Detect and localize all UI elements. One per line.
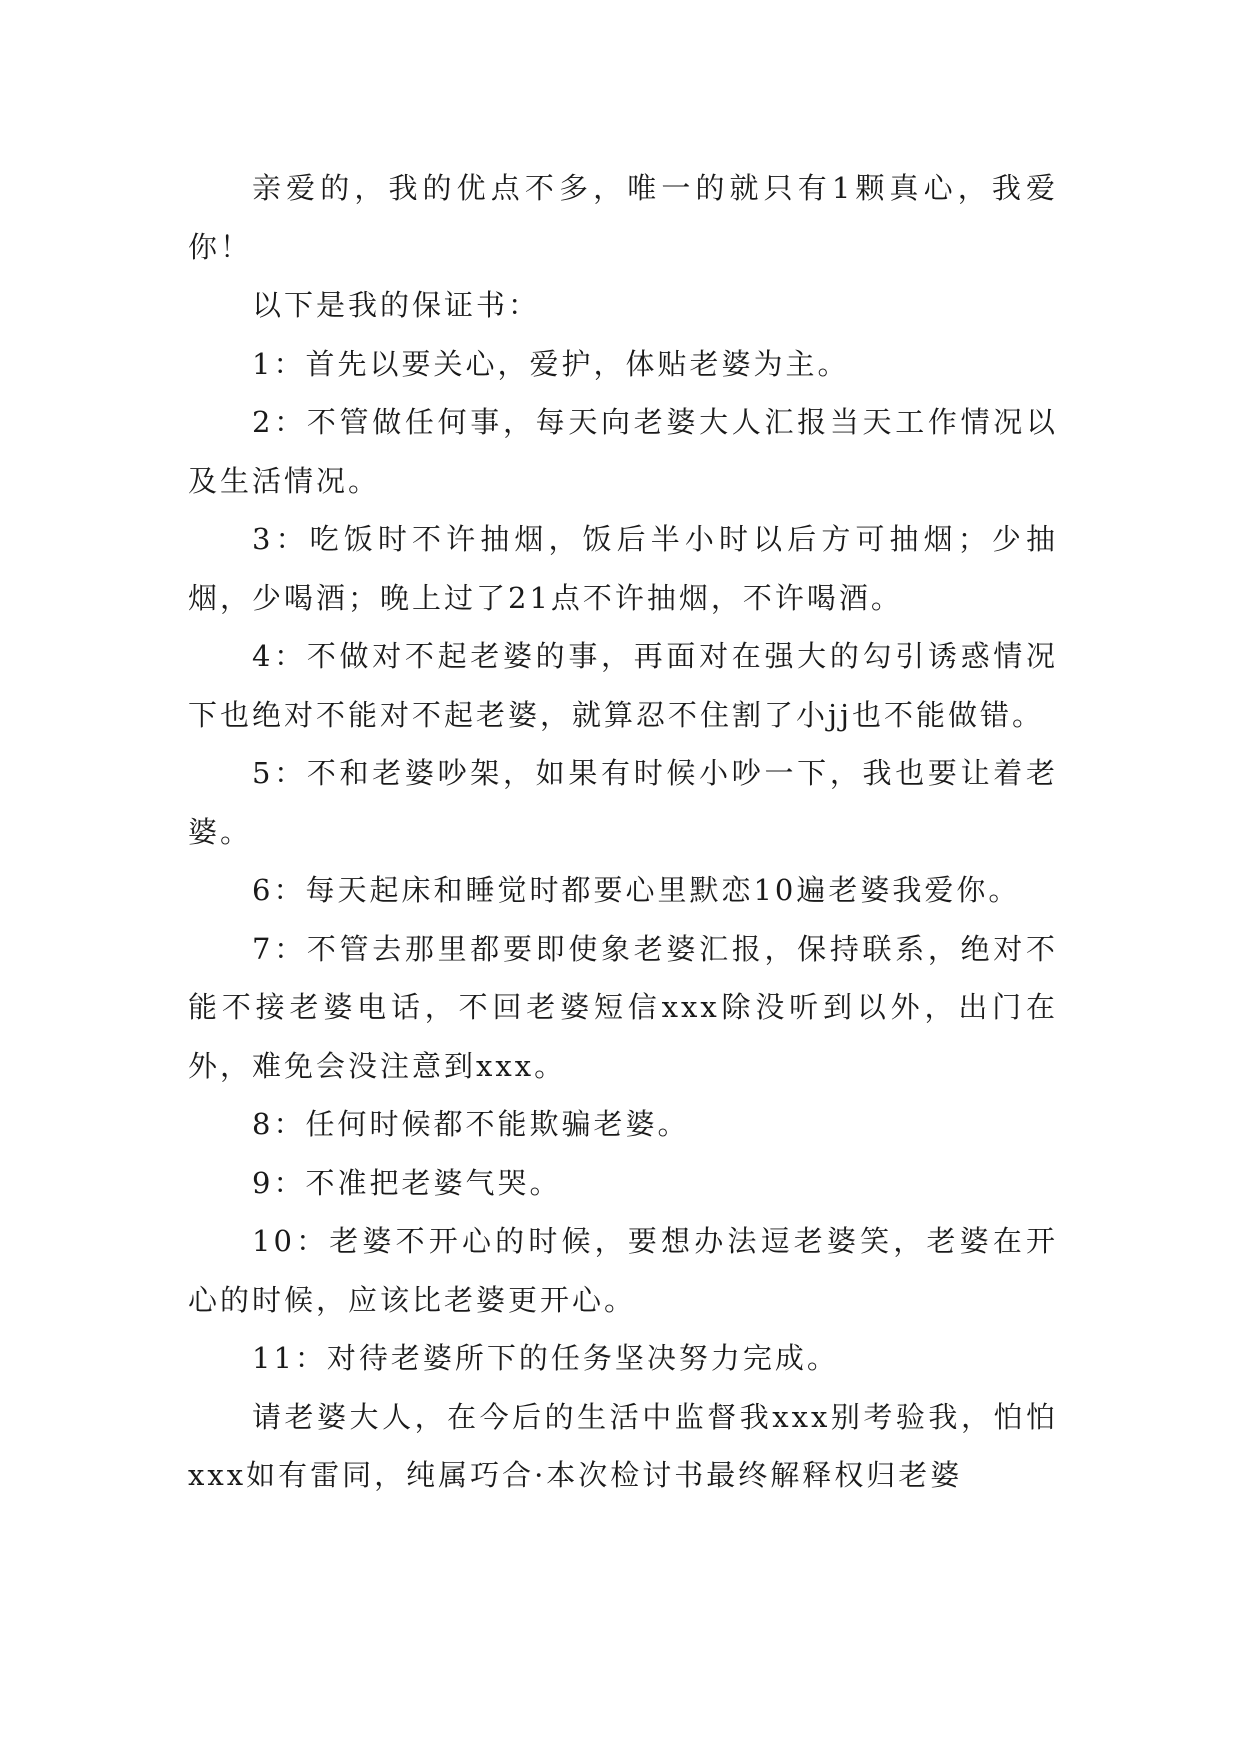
paragraph-item-1: 1：首先以要关心，爱护，体贴老婆为主。 bbox=[252, 346, 850, 381]
paragraph-intro: 以下是我的保证书： bbox=[252, 288, 541, 322]
paragraph-closing: 请老婆大人，在今后的生活中监督我xxx别考验我，怕怕xxx如有雷同，纯属巧合·本次检讨书最终解释权归老婆 bbox=[188, 1399, 1058, 1492]
paragraph-item-11: 11：对待老婆所下的任务坚决努力完成。 bbox=[252, 1341, 839, 1375]
paragraph-item-10: 10：老婆不开心的时候，要想办法逗老婆笑，老婆在开心的时候，应该比老婆更开心。 bbox=[188, 1224, 1058, 1317]
paragraph-item-6: 6：每天起床和睡觉时都要心里默恋10遍老婆我爱你。 bbox=[252, 873, 1021, 907]
paragraph-item-8: 8：任何时候都不能欺骗老婆。 bbox=[252, 1107, 690, 1141]
paragraph-item-3: 3：吃饭时不许抽烟，饭后半小时以后方可抽烟；少抽烟，少喝酒；晚上过了21点不许抽烟，不许喝酒。 bbox=[188, 522, 1058, 615]
document-body bbox=[188, 159, 1058, 1505]
paragraph-item-5: 5：不和老婆吵架，如果有时候小吵一下，我也要让着老婆。 bbox=[188, 756, 1058, 849]
paragraph-greeting: 亲爱的，我的优点不多，唯一的就只有1颗真心，我爱你！ bbox=[188, 171, 1058, 264]
paragraph-item-2: 2：不管做任何事，每天向老婆大人汇报当天工作情况以及生活情况。 bbox=[188, 405, 1058, 498]
paragraph-item-7: 7：不管去那里都要即使象老婆汇报，保持联系，绝对不能不接老婆电话，不回老婆短信xxx除没听到以外，出门在外，难免会没注意到xxx。 bbox=[188, 931, 1058, 1083]
paragraph-item-9: 9：不准把老婆气哭。 bbox=[252, 1165, 562, 1200]
paragraph-item-4: 4：不做对不起老婆的事，再面对在强大的勾引诱惑情况下也绝对不能对不起老婆，就算忍不住割了小jj也不能做错。 bbox=[188, 639, 1058, 732]
